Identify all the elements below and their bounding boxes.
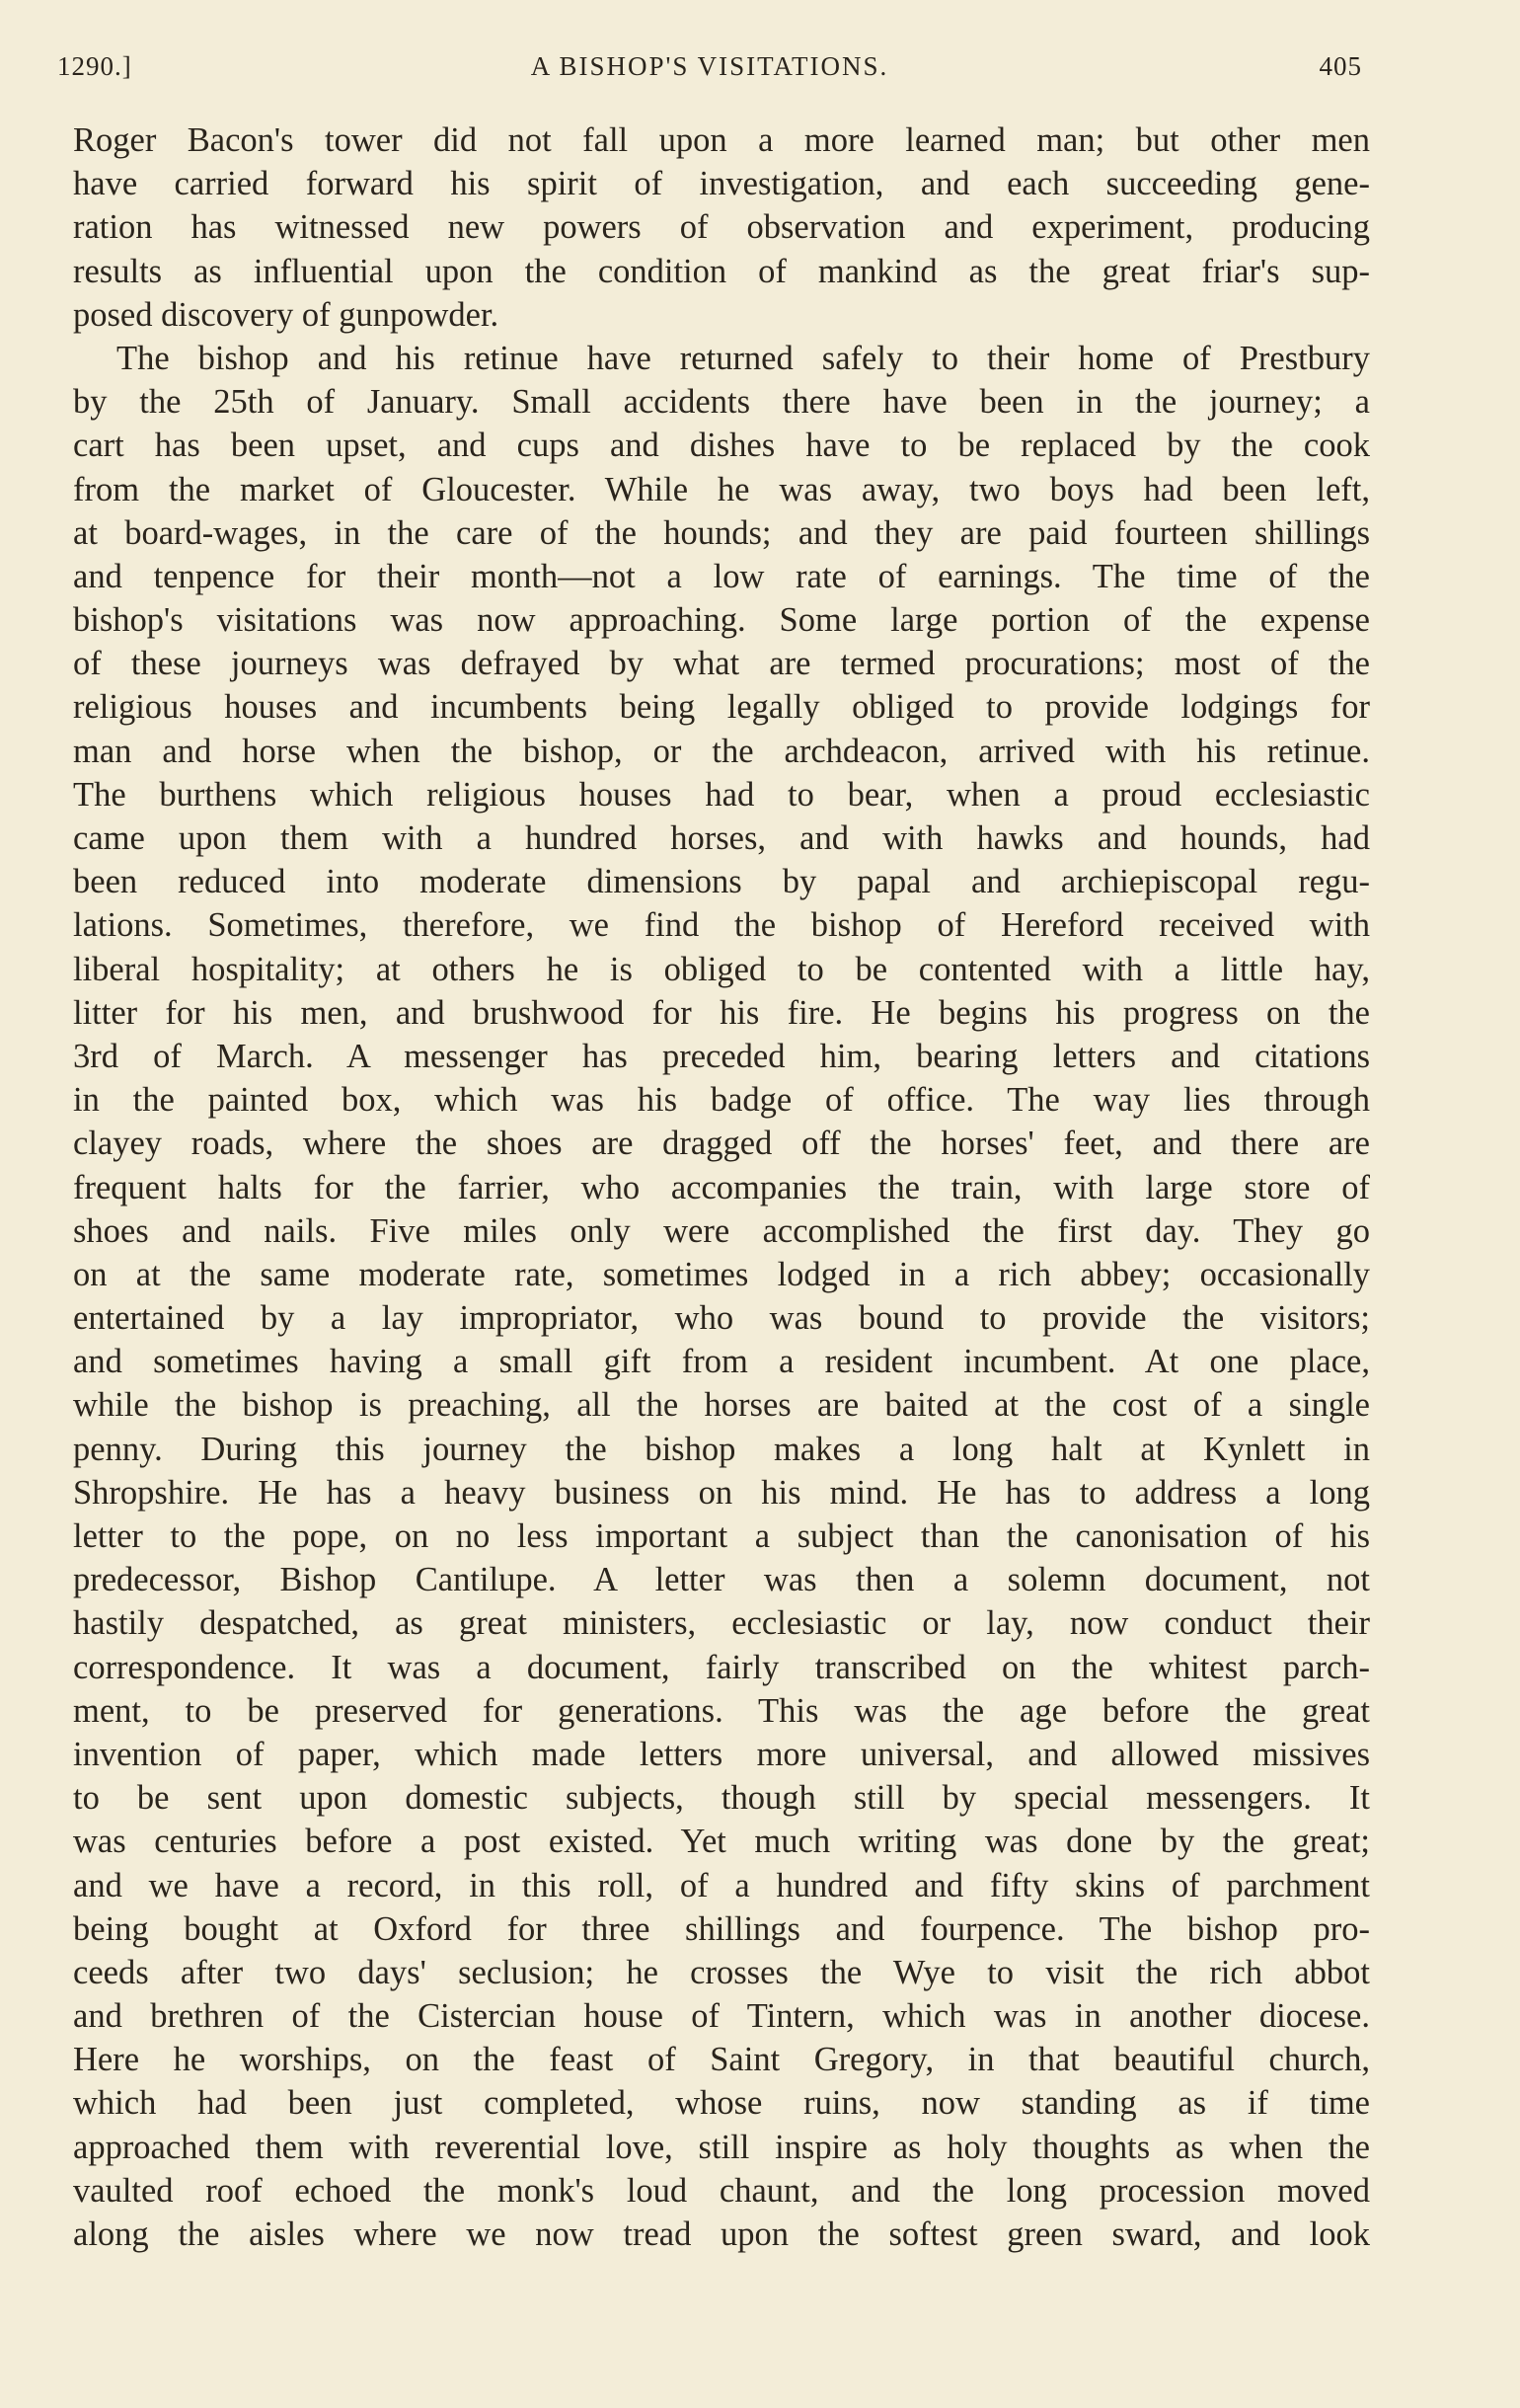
text-line: correspondence. It was a document, fairly transcribed on the whitest parch- [73,1648,1370,1686]
text-line: man and horse when the bishop, or the archdeacon, arrived with his retinue. [73,732,1370,770]
text-line: was centuries before a post existed. Yet much writing was done by the great; [73,1823,1370,1861]
text-line: invention of paper, which made letters more universal, and allowed missives [73,1735,1370,1773]
text-line: and we have a record, in this roll, of a hundred and fifty skins of parchment [73,1866,1370,1904]
text-line: The bishop and his retinue have returned safely to their home of Prestbury [116,339,1370,377]
text-line: in the painted box, which was his badge of office. The way lies through [73,1081,1370,1120]
text-line: cart has been upset, and cups and dishes have to be replaced by the cook [73,427,1370,465]
text-line: ment, to be preserved for generations. This was the age before the great [73,1691,1370,1730]
text-line: being bought at Oxford for three shillings and fourpence. The bishop pro- [73,1909,1370,1948]
text-line: and tenpence for their month—not a low rate of earnings. The time of the [73,557,1370,595]
text-line: vaulted roof echoed the monk's loud chaunt, and the long procession moved [73,2171,1370,2210]
text-line: Shropshire. He has a heavy business on his mind. He has to address a long [73,1473,1370,1512]
text-line: frequent halts for the farrier, who accompanies the train, with large store of [73,1168,1370,1206]
text-line: have carried forward his spirit of investigation, and each succeeding gene- [73,165,1370,203]
text-line: predecessor, Bishop Cantilupe. A letter was then a solemn document, not [73,1561,1370,1599]
text-line: litter for his men, and brushwood for his fire. He begins his progress on the [73,993,1370,1032]
text-line: on at the same moderate rate, sometimes lodged in a rich abbey; occasionally [73,1255,1370,1293]
text-line: entertained by a lay impropriator, who was bound to provide the visitors; [73,1299,1370,1338]
text-line: results as influential upon the condition of mankind as the great friar's sup- [73,252,1370,290]
text-line: liberal hospitality; at others he is obliged to be contented with a little hay, [73,950,1370,988]
text-line: shoes and nails. Five miles only were accomplished the first day. They go [73,1211,1370,1250]
text-line: clayey roads, where the shoes are dragged off the horses' feet, and there are [73,1125,1370,1163]
text-line: letter to the pope, on no less important a subject than the canonisation of his [73,1517,1370,1555]
text-line: of these journeys was defrayed by what are termed procurations; most of the [73,645,1370,683]
text-line: by the 25th of January. Small accidents there have been in the journey; a [73,383,1370,422]
text-line: bishop's visitations was now approaching. Some large portion of the expense [73,601,1370,640]
text-line: came upon them with a hundred horses, and with hawks and hounds, had [73,819,1370,857]
text-line: 3rd of March. A messenger has preceded him, bearing letters and citations [73,1037,1370,1075]
running-head [57,51,1362,91]
text-line: along the aisles where we now tread upon the softest green sward, and look [73,2215,1370,2253]
text-line: to be sent upon domestic subjects, though still by special messengers. It [73,1779,1370,1818]
text-line: which had been just completed, whose ruins, now standing as if time [73,2084,1370,2123]
year-marker: 1290.] [57,51,132,81]
text-line: from the market of Gloucester. While he was away, two boys had been left, [73,470,1370,508]
text-line: while the bishop is preaching, all the horses are baited at the cost of a single [73,1386,1370,1425]
text-line: and brethren of the Cistercian house of Tintern, which was in another diocese. [73,1997,1370,2036]
chapter-title: A BISHOP'S VISITATIONS. [530,51,889,81]
text-line: lations. Sometimes, therefore, we find the bishop of Hereford received with [73,906,1370,945]
text-line: posed discovery of gunpowder. [73,295,499,334]
text-line: penny. During this journey the bishop makes a long halt at Kynlett in [73,1430,1370,1468]
text-line: Here he worships, on the feast of Saint Gregory, in that beautiful church, [73,2041,1370,2079]
text-line: at board-wages, in the care of the hounds; and they are paid fourteen shillings [73,513,1370,552]
text-line: religious houses and incumbents being legally obliged to provide lodgings for [73,688,1370,727]
page-number: 405 [1319,51,1362,81]
text-line: been reduced into moderate dimensions by papal and archiepiscopal regu- [73,863,1370,901]
text-line: approached them with reverential love, still inspire as holy thoughts as when the [73,2128,1370,2166]
text-line: Roger Bacon's tower did not fall upon a more learned man; but other men [73,121,1370,159]
body-text [73,118,1370,2256]
text-line: and sometimes having a small gift from a resident incumbent. At one place, [73,1343,1370,1381]
text-line: ration has witnessed new powers of observation and experiment, producing [73,208,1370,247]
text-line: hastily despatched, as great ministers, ecclesiastic or lay, now conduct their [73,1604,1370,1643]
text-line: The burthens which religious houses had to bear, when a proud ecclesiastic [73,775,1370,814]
text-line: ceeds after two days' seclusion; he crosses the Wye to visit the rich abbot [73,1953,1370,1991]
